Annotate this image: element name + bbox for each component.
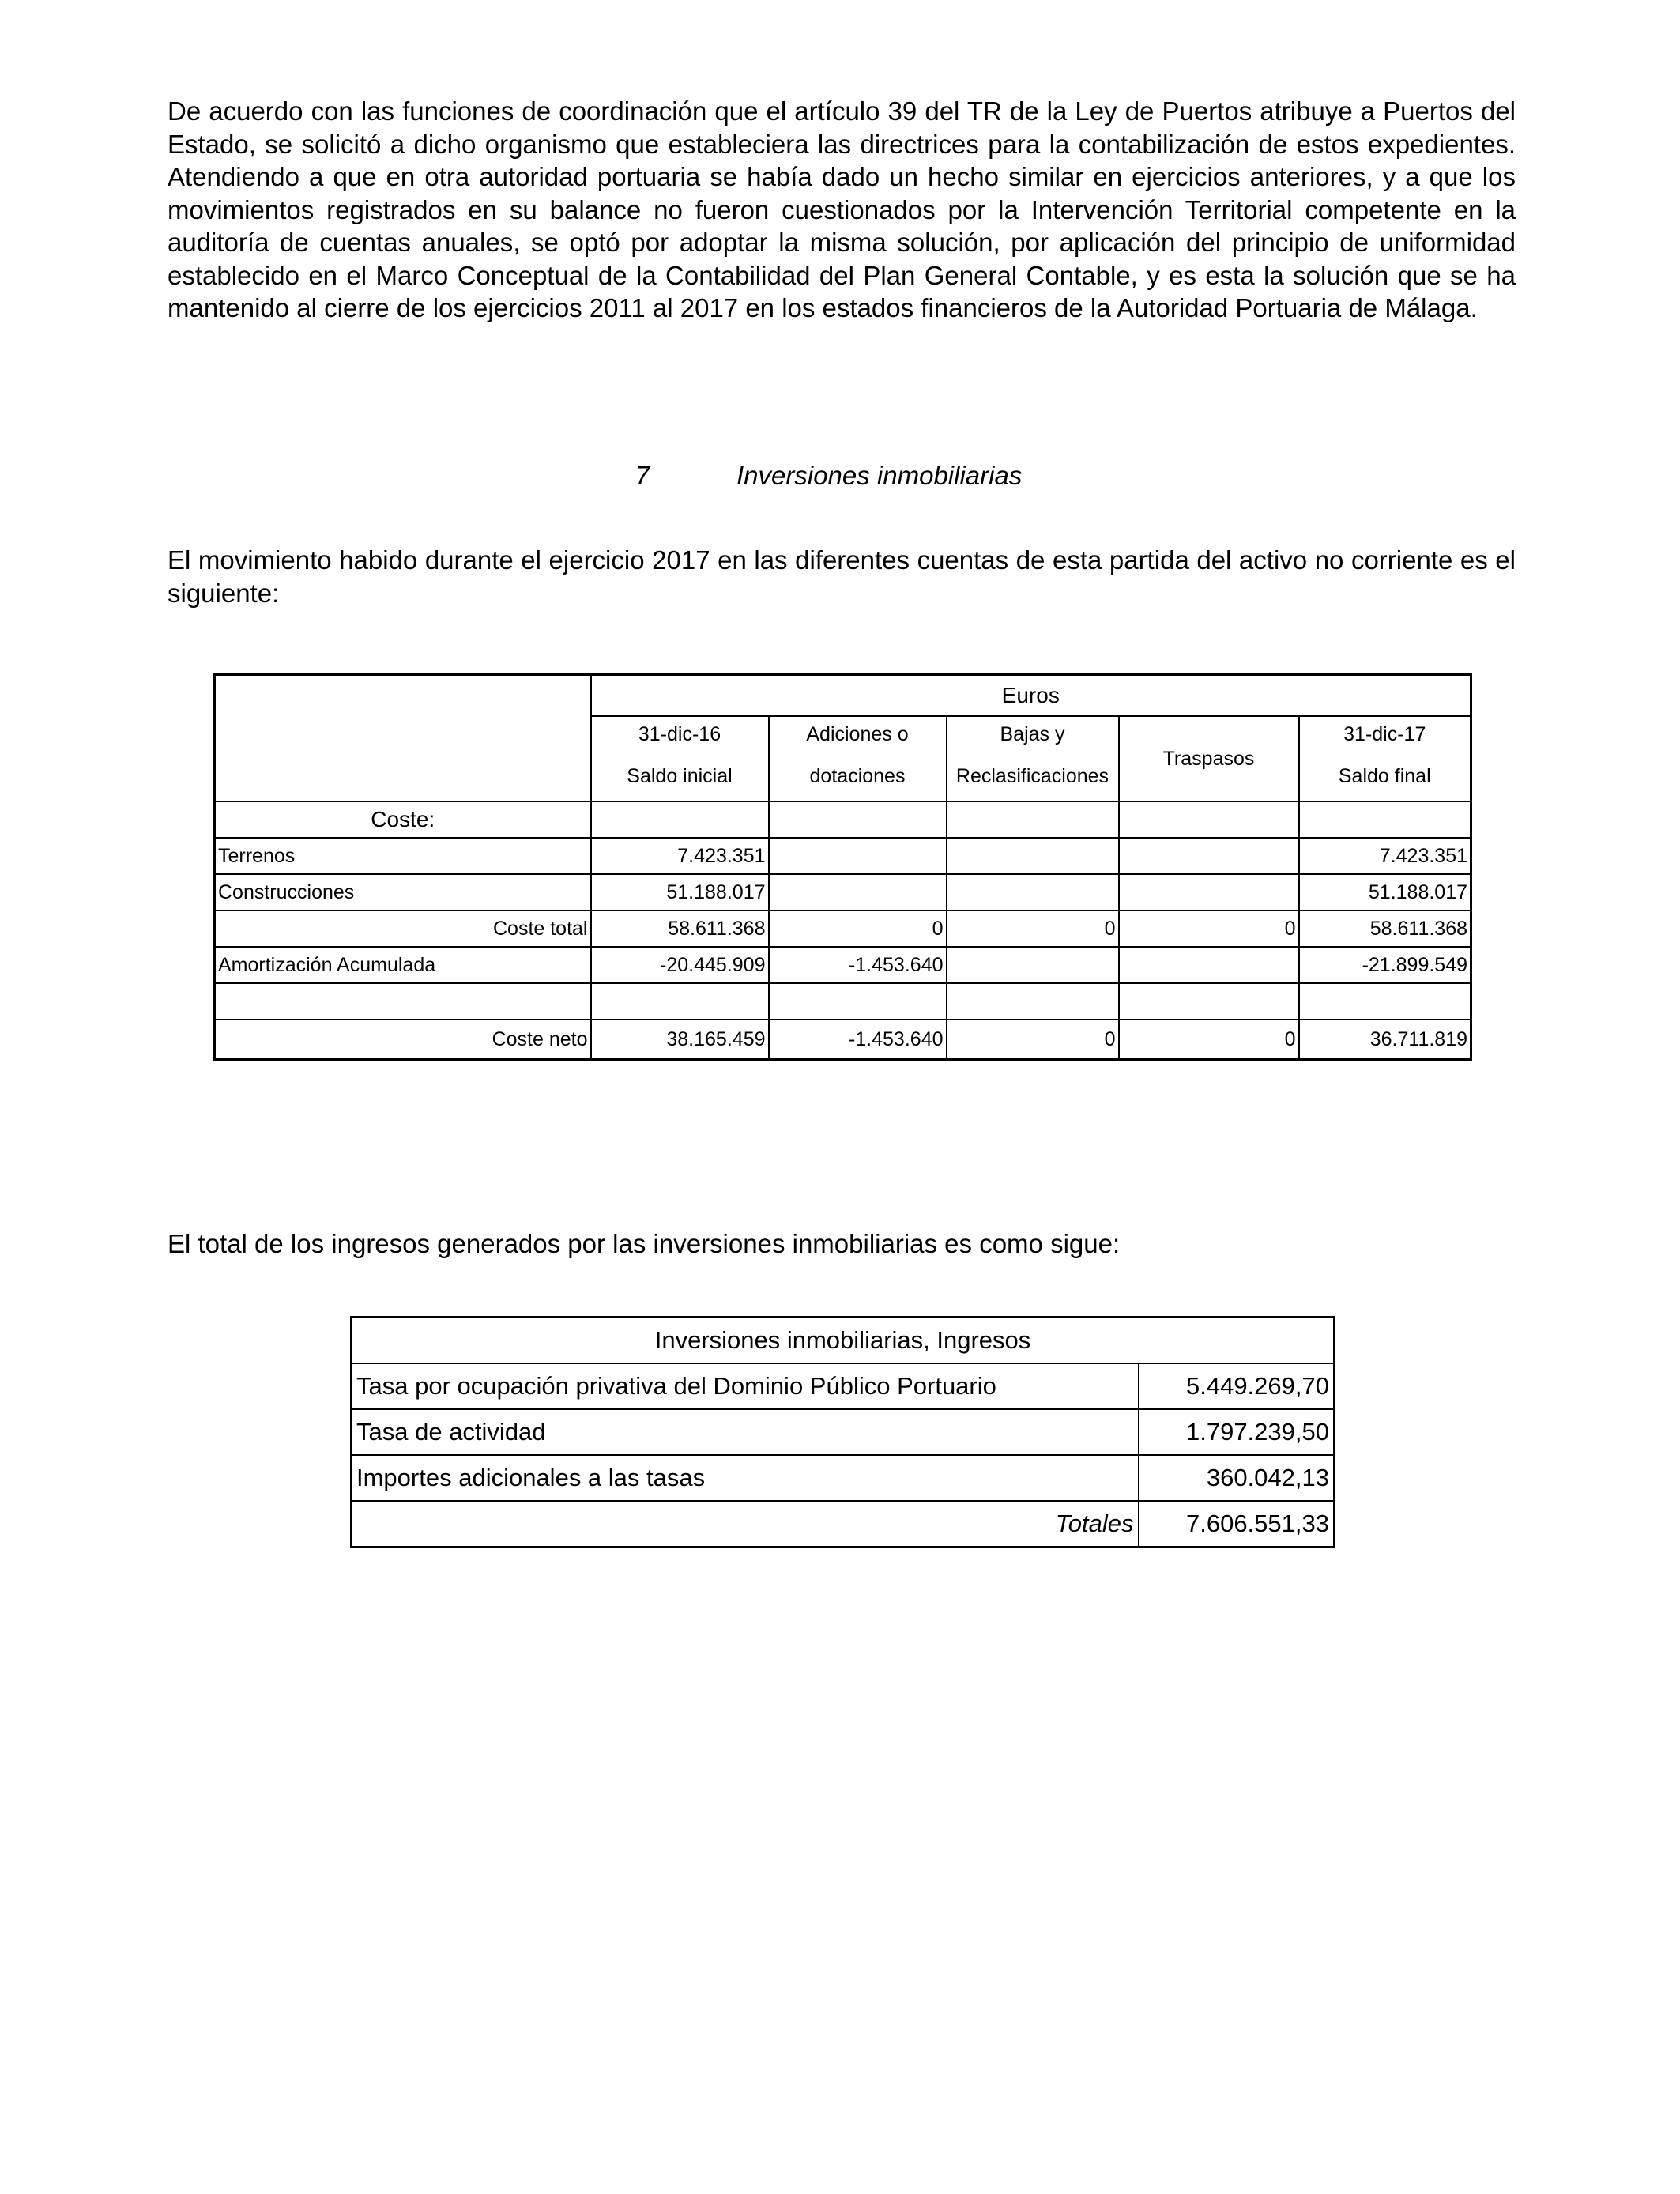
row-label: Coste neto xyxy=(215,1020,591,1060)
col-header-traspasos: Traspasos xyxy=(1119,716,1299,801)
col-header-line2: Reclasificaciones xyxy=(947,752,1119,801)
col-header-line1: 31-dic-17 xyxy=(1299,716,1471,752)
income-table-title: Inversiones inmobiliarias, Ingresos xyxy=(352,1318,1335,1364)
table-row xyxy=(215,801,1471,838)
cell-value xyxy=(1119,874,1299,910)
col-header-line2: Saldo final xyxy=(1299,752,1471,801)
row-label: Amortización Acumulada xyxy=(215,947,591,983)
col-header-line1: Adiciones o xyxy=(769,716,947,752)
table-row xyxy=(352,1501,1335,1547)
cell-value xyxy=(947,983,1119,1020)
row-label: Terrenos xyxy=(215,838,591,874)
cell-value: -1.453.640 xyxy=(769,947,947,983)
cell-value: 5.449.269,70 xyxy=(1139,1363,1335,1409)
section-label: Coste: xyxy=(215,801,591,838)
cell-value xyxy=(1299,983,1471,1020)
cell-value: -20.445.909 xyxy=(591,947,769,983)
cell-value: 7.423.351 xyxy=(591,838,769,874)
movement-paragraph: El movimiento habido durante el ejercicio 2017 en las diferentes cuentas de esta partida del activo no corriente es el siguiente: xyxy=(168,545,1516,608)
table-header-corner xyxy=(215,675,591,802)
total-value: 7.606.551,33 xyxy=(1139,1501,1335,1547)
cell-value: 7.423.351 xyxy=(1299,838,1471,874)
cell-value: 0 xyxy=(947,1020,1119,1060)
intro-paragraph: De acuerdo con las funciones de coordinación que el artículo 39 del TR de la Ley de Puertos atribuye a Puertos del Estado, se solicitó a dicho organismo que estableciera las directrices para la contabilización de estos expedientes. Atendiendo a que en otra autoridad portuaria se había dado un hecho similar en ejercicios anteriores, y a que los movimientos registrados en su balance no fueron cuestionados por la Intervención Territorial competente en la auditoría de cuentas anuales, se optó por adoptar la misma solución, por aplicación del principio de uniformidad establecido en el Marco Conceptual de la Contabilidad del Plan General Contable, y es esta la solución que se ha mantenido al cierre de los ejercicios 2011 al 2017 en los estados financieros de la Autoridad Portuaria de Málaga. xyxy=(168,96,1516,322)
cell-value: 38.165.459 xyxy=(591,1020,769,1060)
cell-value xyxy=(947,947,1119,983)
table-row xyxy=(352,1363,1335,1409)
table-row xyxy=(215,910,1471,947)
col-header-line2: dotaciones xyxy=(769,752,947,801)
cell-value: 51.188.017 xyxy=(1299,874,1471,910)
table-row xyxy=(352,1455,1335,1501)
cell-value: -1.453.640 xyxy=(769,1020,947,1060)
cell-value: 0 xyxy=(947,910,1119,947)
row-label: Importes adicionales a las tasas xyxy=(352,1455,1139,1501)
col-header-line1: 31-dic-16 xyxy=(591,716,769,752)
cell-value xyxy=(769,983,947,1020)
table-row xyxy=(352,1409,1335,1455)
cell-value: -21.899.549 xyxy=(1299,947,1471,983)
table-row xyxy=(215,1020,1471,1060)
section-title: Inversiones inmobiliarias xyxy=(736,461,1023,490)
cell-value: 58.611.368 xyxy=(1299,910,1471,947)
table-row xyxy=(215,874,1471,910)
income-paragraph: El total de los ingresos generados por las inversiones inmobiliarias es como sigue: xyxy=(168,1229,1121,1258)
section-heading xyxy=(0,458,1680,493)
col-header-line1: Bajas y xyxy=(947,716,1119,752)
section-number: 7 xyxy=(635,461,650,490)
cell-value: 51.188.017 xyxy=(591,874,769,910)
cell-value: 36.711.819 xyxy=(1299,1020,1471,1060)
row-label: Tasa de actividad xyxy=(352,1409,1139,1455)
cell-value xyxy=(769,874,947,910)
income-table xyxy=(350,1316,1335,1548)
cell-value xyxy=(1119,947,1299,983)
row-label: Construcciones xyxy=(215,874,591,910)
cell-value xyxy=(591,983,769,1020)
movement-table xyxy=(213,673,1472,1061)
cell-value: 0 xyxy=(1119,910,1299,947)
currency-header: Euros xyxy=(591,675,1471,717)
cell-value xyxy=(1119,838,1299,874)
row-label: Tasa por ocupación privativa del Dominio Público Portuario xyxy=(352,1363,1139,1409)
total-label: Totales xyxy=(352,1501,1139,1547)
cell-value xyxy=(947,874,1119,910)
table-row xyxy=(215,947,1471,983)
table-row xyxy=(215,983,1471,1020)
cell-value: 58.611.368 xyxy=(591,910,769,947)
row-label xyxy=(215,983,591,1020)
cell-value xyxy=(947,838,1119,874)
cell-value: 1.797.239,50 xyxy=(1139,1409,1335,1455)
row-label: Coste total xyxy=(215,910,591,947)
cell-value: 360.042,13 xyxy=(1139,1455,1335,1501)
cell-value xyxy=(769,838,947,874)
table-row xyxy=(215,838,1471,874)
cell-value xyxy=(1119,983,1299,1020)
cell-value: 0 xyxy=(1119,1020,1299,1060)
cell-value: 0 xyxy=(769,910,947,947)
col-header-line2: Saldo inicial xyxy=(591,752,769,801)
